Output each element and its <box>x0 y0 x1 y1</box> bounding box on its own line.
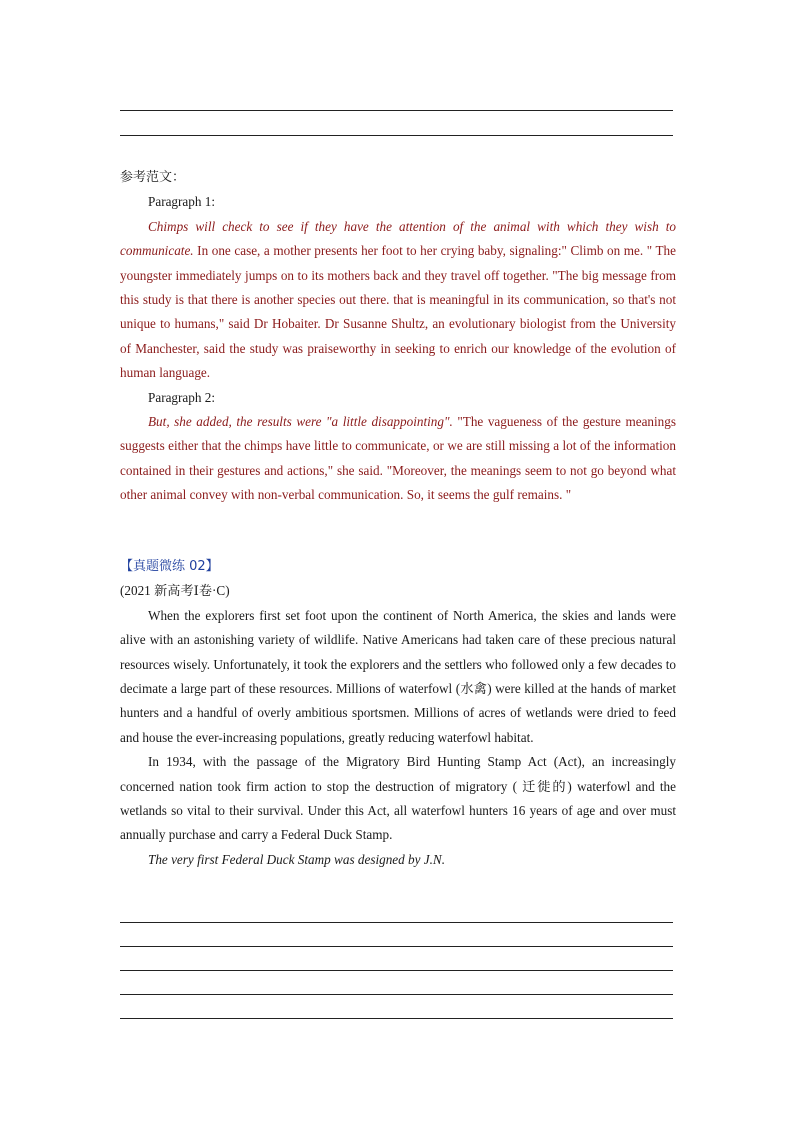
answer-line <box>120 994 673 995</box>
exercise-paragraph-2: In 1934, with the passage of the Migratory Bird Hunting Stamp Act (Act), an increasingly concerned nation took firm action to stop the destruction of migratory ( 迁徙的) waterfowl and the wetlands so vital to their survival. Under this Act, all waterfowl hunters 16 years of age and over must annually purchase and carry a Federal Duck Stamp. <box>120 754 676 843</box>
exercise-title: 【真题微练 02】 <box>120 559 219 574</box>
exercise-prompt: The very first Federal Duck Stamp was designed by J.N. <box>148 851 446 867</box>
exercise-source: (2021 新高考Ⅰ卷·C) <box>120 583 230 599</box>
exercise-section <box>120 555 676 872</box>
paragraph-2-lead: But, she added, the results were "a little disappointing". <box>148 414 453 430</box>
paragraph-2-body: "The vagueness of the gesture meanings suggests either that the chimps have little to communicate, or we are still missing a lot of the information contained in their gestures and actions," she said. "Moreover, the meanings seem to not go beyond what other animal convey with non-verbal communication. So, it seems the gulf remains. " <box>120 414 676 503</box>
answer-line <box>120 135 673 136</box>
answer-line <box>120 110 673 111</box>
answer-line <box>120 970 673 971</box>
answer-line <box>120 1018 673 1019</box>
paragraph-1-body: In one case, a mother presents her foot to her crying baby, signaling:" Climb on me. " The youngster immediately jumps on to its mothers back and they travel off together. "The big message from this study is that there is another species out there. that is meaningful in its communication, so that's not unique to humans," said Dr Hobaiter. Dr Susanne Shultz, an evolutionary biologist from the University of Manchester, said the study was praiseworthy in seeking to enrich our knowledge of the evolution of human language. <box>120 243 676 381</box>
reference-essay <box>120 166 676 508</box>
paragraph-1-lead: Chimps will check to see if they have the attention of the animal with which they wish to communicate. <box>120 218 676 259</box>
paragraph-1-label: Paragraph 1: <box>148 194 216 210</box>
paragraph-2-text <box>120 410 676 508</box>
exercise-paragraph-1: When the explorers first set foot upon the continent of North America, the skies and lands were alive with an astonishing variety of wildlife. Native Americans had taken care of these precious natural resources wisely. Unfortunately, it took the explorers and the settlers who followed only a few decades to decimate a large part of these resources. Millions of waterfowl (水禽) were killed at the hands of market hunters and a handful of overly ambitious sportsmen. Millions of acres of wetlands were dried to feed and house the ever-increasing populations, greatly reducing waterfowl habitat. <box>120 607 676 745</box>
paragraph-1-text <box>120 215 676 386</box>
reference-heading: 参考范文： <box>120 170 186 185</box>
answer-line <box>120 946 673 947</box>
paragraph-2-label: Paragraph 2: <box>148 389 216 405</box>
answer-line <box>120 922 673 923</box>
